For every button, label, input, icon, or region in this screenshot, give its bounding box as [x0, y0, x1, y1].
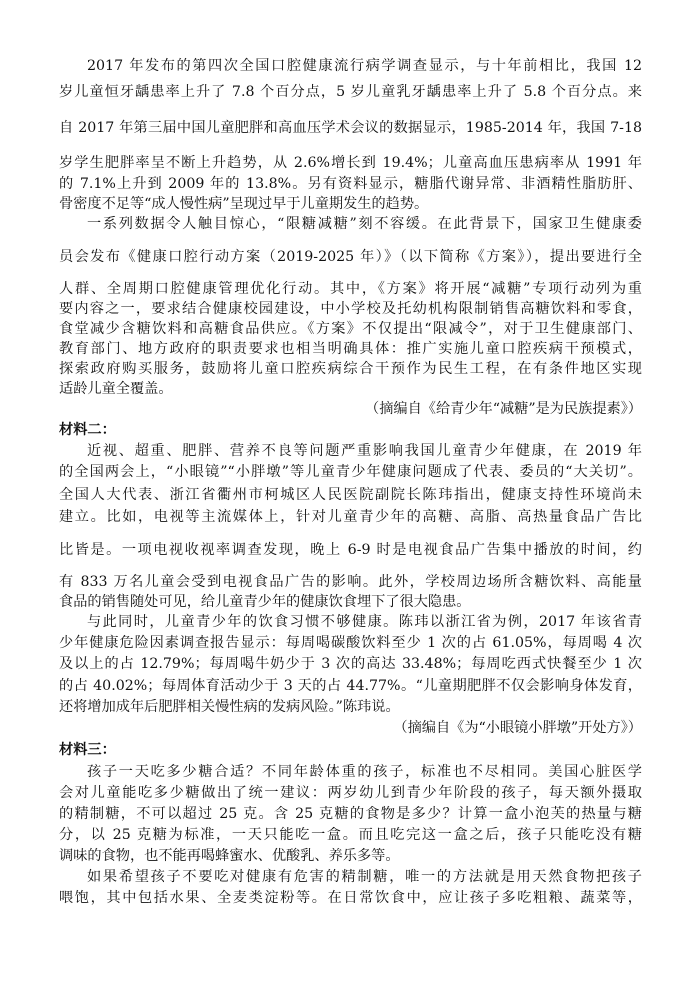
paragraph-line: 会对儿童能吃多少糖做出了统一建议：两岁幼儿到青少年阶段的孩子，每天额外摄取 — [59, 785, 642, 801]
paragraph-line: 分，以 25 克糖为标准，一天只能吃一盒。而且吃完这一盒之后，孩子只能吃没有糖 — [59, 827, 642, 843]
paragraph-line: 的 7.1%上升到 2009 年的 13.8%。另有资料显示，糖脂代谢异常、非酒精性脂肪肝、 — [59, 176, 642, 192]
paragraph-line: 全国人大代表、浙江省衢州市柯城区人民医院副院长陈玮指出，健康支持性环境尚未 — [59, 487, 642, 503]
source-citation: （摘编自《为“小眼镜小胖墩”开处方》） — [393, 720, 642, 736]
paragraph-line: 比皆是。一项电视收视率调查发现，晚上 6-9 时是电视食品广告集中播放的时间，约 — [59, 542, 642, 558]
paragraph-line: 一系列数据令人触目惊心，“限糖减糖”刻不容缓。在此背景下，国家卫生健康委 — [87, 216, 642, 232]
paragraph-line: 调味的食物，也不能再喝蜂蜜水、优酸乳、养乐多等。 — [59, 848, 400, 864]
source-citation: （摘编自《给青少年“减糖”是为民族提素》） — [365, 401, 642, 417]
paragraph-line: 与此同时，儿童青少年的饮食习惯不够健康。陈玮以浙江省为例，2017 年该省青 — [87, 614, 642, 630]
paragraph-line: 还将增加成年后肥胖相关慢性病的发病风险。”陈玮说。 — [59, 699, 400, 715]
paragraph-line: 少年健康危险因素调查报告显示：每周喝碳酸饮料至少 1 次的占 61.05%，每周喝 4 次 — [59, 635, 642, 651]
section-heading: 材料三： — [59, 742, 116, 758]
paragraph-line: 人群、全周期口腔健康管理优化行动。其中，《方案》将开展“减糖”专项行动列为重 — [59, 281, 642, 297]
paragraph-line: 岁儿童恒牙龋患率上升了 7.8 个百分点，5 岁儿童乳牙龋患率上升了 5.8 个百分点。来 — [59, 84, 642, 100]
paragraph-line: 的全国两会上，“小眼镜”“小胖墩”等儿童青少年健康问题成了代表、委员的“大关切”。 — [59, 464, 642, 480]
section-heading: 材料二： — [59, 422, 116, 438]
paragraph-line: 的精制糖，不可以超过 25 克。含 25 克糖的食物是多少？计算一盒小泡芙的热量与糖 — [59, 806, 642, 822]
paragraph-line: 适龄儿童全覆盖。 — [59, 381, 173, 397]
paragraph-line: 的占 40.02%；每周体育活动少于 3 天的占 44.77%。“儿童期肥胖不仅会影响身体发育， — [59, 678, 642, 694]
paragraph-line: 岁学生肥胖率呈不断上升趋势，从 2.6%增长到 19.4%；儿童高血压患病率从 1991 年 — [59, 155, 642, 171]
paragraph-line: 2017 年发布的第四次全国口腔健康流行病学调查显示，与十年前相比，我国 12 — [87, 58, 642, 74]
paragraph-line: 如果希望孩子不要吃对健康有危害的精制糖，唯一的方法就是用天然食物把孩子 — [87, 869, 642, 885]
paragraph-line: 自 2017 年第三届中国儿童肥胖和高血压学术会议的数据显示，1985-2014 年，我国 7-18 — [59, 120, 642, 136]
paragraph-line: 要内容之一，要求结合健康校园建设，中小学校及托幼机构限制销售高糖饮料和零食， — [59, 301, 642, 317]
paragraph-line: 食品的销售随处可见，给儿童青少年的健康饮食埋下了很大隐患。 — [59, 594, 471, 610]
paragraph-line: 食堂减少含糖饮料和高糖食品供应。《方案》不仅提出“限减令”，对于卫生健康部门、 — [59, 321, 642, 337]
paragraph-line: 近视、超重、肥胖、营养不良等问题严重影响我国儿童青少年健康，在 2019 年 — [87, 443, 642, 459]
paragraph-line: 有 833 万名儿童会受到电视食品广告的影响。此外，学校周边场所含糖饮料、高能量 — [59, 574, 642, 590]
paragraph-line: 喂饱，其中包括水果、全麦类淀粉等。在日常饮食中，应让孩子多吃粗粮、蔬菜等， — [59, 890, 642, 906]
paragraph-line: 教育部门、地方政府的职责要求也相当明确具体：推广实施儿童口腔疾病干预模式， — [59, 341, 642, 357]
paragraph-line: 孩子一天吃多少糖合适？不同年龄体重的孩子，标准也不尽相同。美国心脏医学 — [87, 764, 642, 780]
paragraph-line: 探索政府购买服务，鼓励将儿童口腔疾病综合干预作为民生工程，在有条件地区实现 — [59, 361, 642, 377]
paragraph-line: 员会发布《健康口腔行动方案（2019-2025 年）》（以下简称《方案》），提出要进行全 — [59, 249, 642, 265]
paragraph-line: 及以上的占 12.79%；每周喝牛奶少于 3 次的高达 33.48%；每周吃西式快餐至少 1 次 — [59, 656, 642, 672]
paragraph-line: 骨密度不足等“成人慢性病”呈现过早于儿童期发生的趋势。 — [59, 196, 429, 212]
paragraph-line: 建立。比如，电视等主流媒体上，针对儿童青少年的高糖、高脂、高热量食品广告比 — [59, 509, 642, 525]
